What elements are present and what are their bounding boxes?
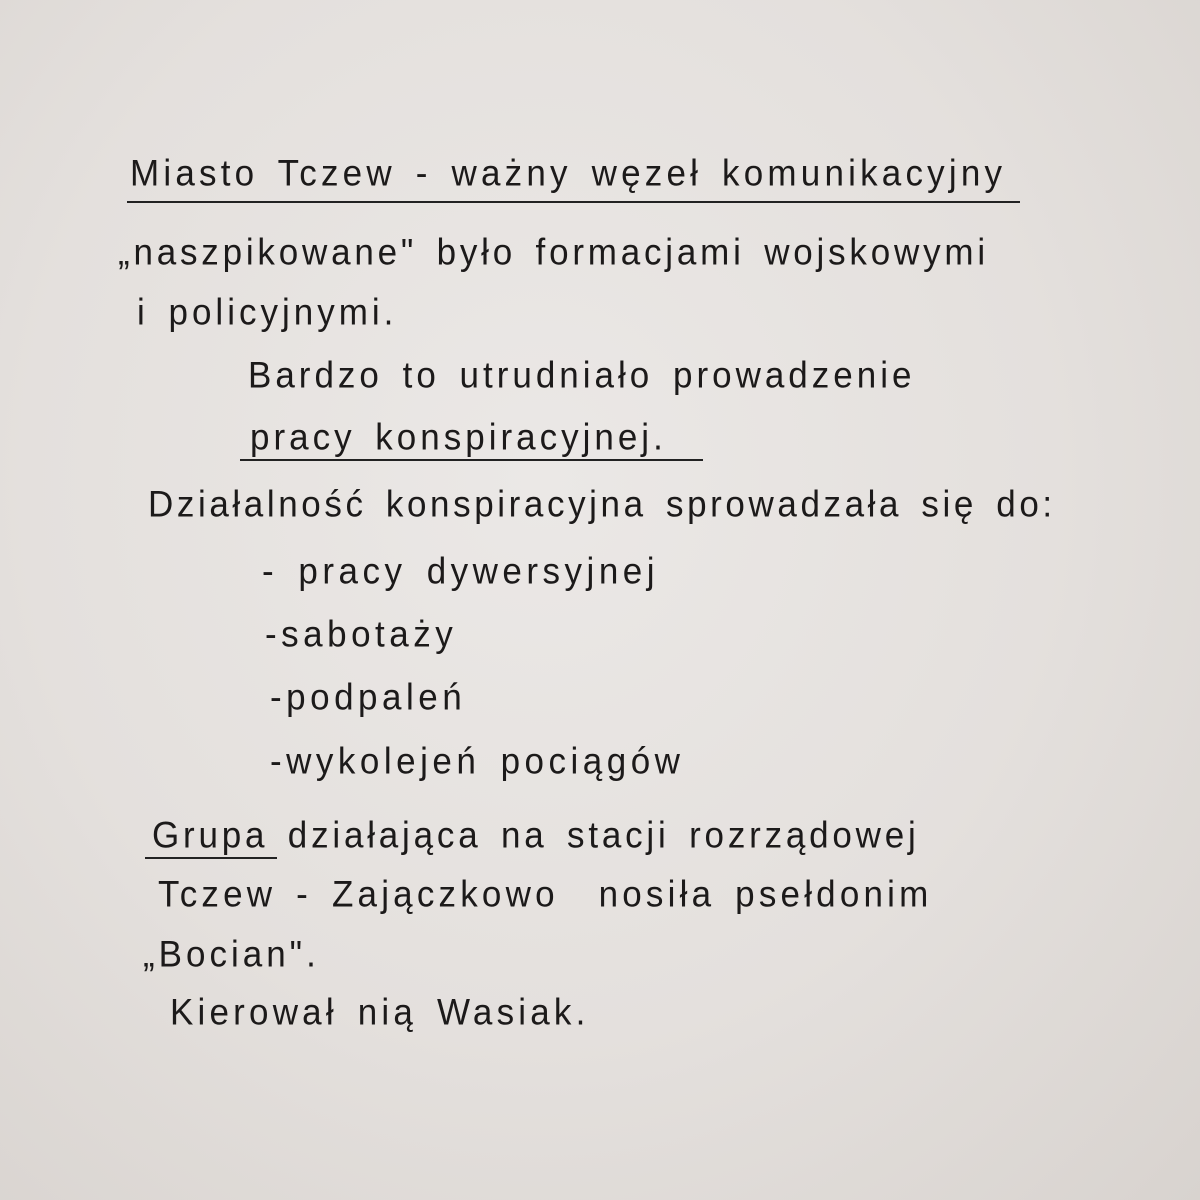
list-item: -wykolejeń pociągów: [270, 741, 685, 782]
text-line: Kierował nią Wasiak.: [170, 992, 590, 1033]
text-line: „naszpikowane" było formacjami wojskowymi: [118, 232, 989, 273]
list-item: -podpaleń: [270, 677, 467, 718]
text-line: Grupa działająca na stacji rozrządowej: [152, 815, 920, 856]
text-line: i policyjnymi.: [137, 292, 398, 333]
grupa-underline: [145, 857, 277, 859]
text-line: Działalność konspiracyjna sprowadzała się do:: [148, 484, 1056, 525]
text-line: Bardzo to utrudniało prowadzenie: [248, 355, 916, 396]
list-item: - pracy dywersyjnej: [262, 551, 660, 592]
heading-line: Miasto Tczew - ważny węzeł komunikacyjny: [130, 153, 1007, 194]
text-line: „Bocian".: [143, 934, 320, 975]
text-line: Tczew - Zajączkowo nosiła psełdonim: [158, 874, 933, 915]
text-line: pracy konspiracyjnej.: [250, 417, 667, 458]
list-item: -sabotaży: [265, 614, 458, 655]
heading-underline: [127, 201, 1020, 203]
text-underline: [240, 459, 703, 461]
